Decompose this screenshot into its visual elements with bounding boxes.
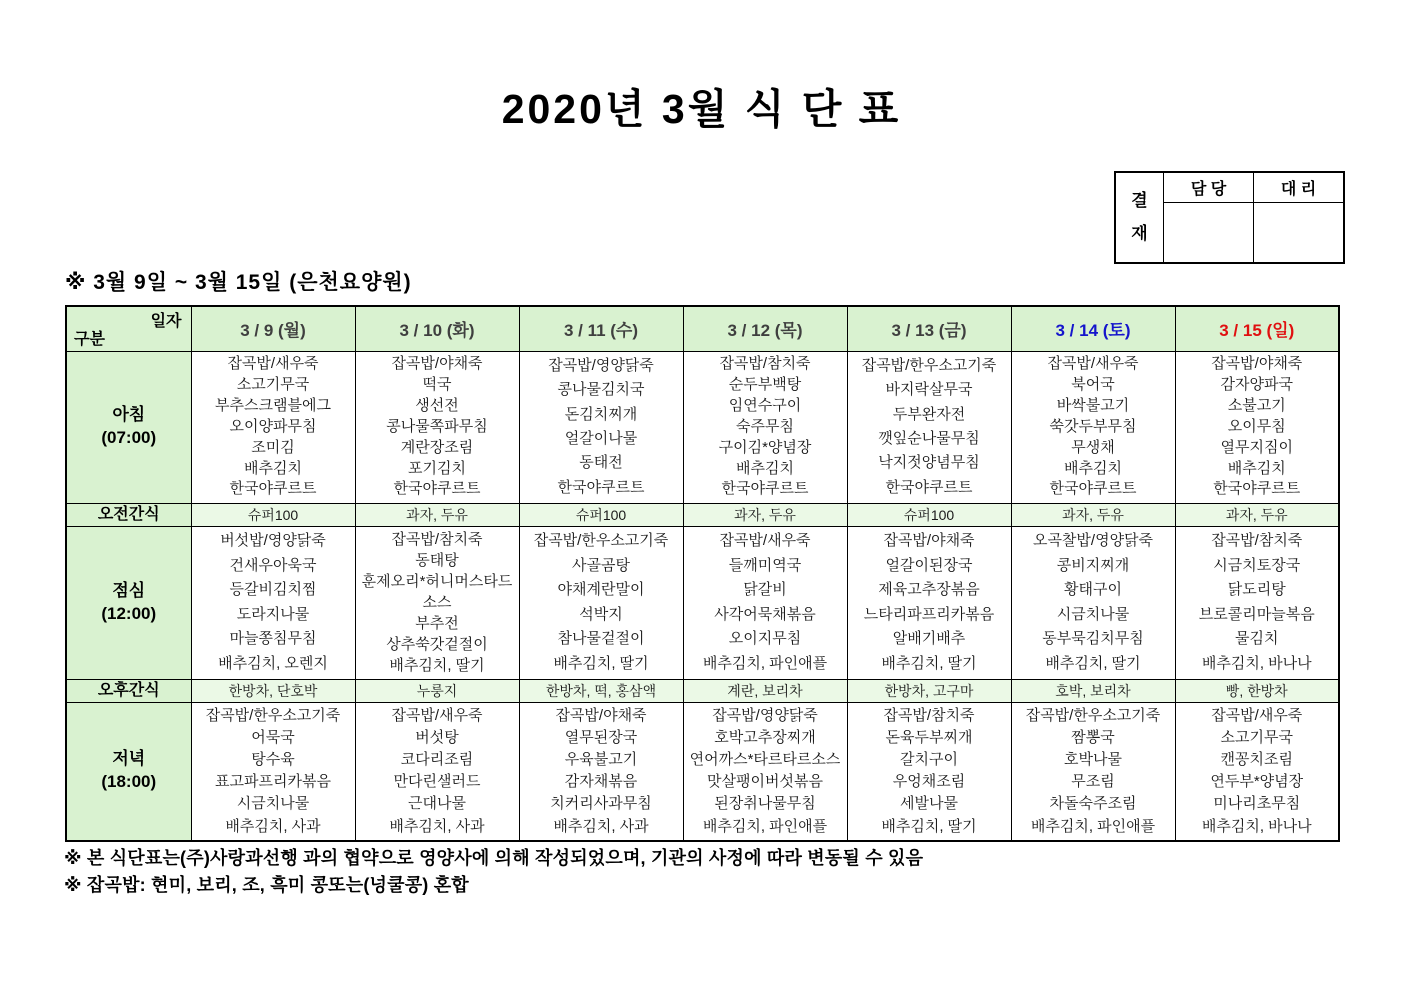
menu-item: 무조림 bbox=[1071, 773, 1115, 791]
meal-cell-dinner-day0 bbox=[191, 702, 355, 841]
menu-item: 호박나물 bbox=[1064, 751, 1122, 769]
menu-item: 동태탕 bbox=[415, 551, 459, 569]
meal-cell-breakfast-day5 bbox=[1011, 351, 1175, 503]
menu-item: 소고기무국 bbox=[236, 376, 310, 394]
menu-item: 버섯밥/영양닭죽 bbox=[220, 532, 326, 550]
row-label-text: 아침 bbox=[112, 405, 146, 425]
menu-item: 들깨미역국 bbox=[728, 556, 802, 574]
menu-item: 배추김치, 파인애플 bbox=[702, 654, 828, 672]
menu-table bbox=[65, 305, 1340, 842]
menu-item: 순두부백탕 bbox=[728, 376, 802, 394]
menu-item: 버섯탕 bbox=[415, 728, 459, 746]
snack-cell-morning-snack-day2: 슈퍼100 bbox=[519, 503, 683, 526]
snack-cell-afternoon-snack-day3: 계란, 보리차 bbox=[683, 679, 847, 702]
menu-item: 한국야쿠르트 bbox=[557, 478, 645, 496]
day-header-1: 3 / 10 (화) bbox=[355, 306, 519, 351]
menu-item: 브로콜리마늘복음 bbox=[1198, 605, 1315, 623]
menu-item: 배추김치, 사과 bbox=[553, 817, 649, 835]
meal-cell-dinner-day3 bbox=[683, 702, 847, 841]
menu-item: 오이지무침 bbox=[728, 630, 802, 648]
meal-cell-lunch-day4 bbox=[847, 526, 1011, 679]
row-label-time: (12:00) bbox=[101, 603, 157, 623]
menu-item: 감자채볶음 bbox=[564, 773, 638, 791]
snack-cell-afternoon-snack-day1: 누룽지 bbox=[355, 679, 519, 702]
menu-item: 한국야쿠르트 bbox=[229, 480, 317, 498]
menu-item: 콩나물김치국 bbox=[557, 381, 645, 399]
menu-item: 캔꽁치조림 bbox=[1220, 751, 1293, 769]
snack-cell-morning-snack-day0: 슈퍼100 bbox=[191, 503, 355, 526]
menu-item: 부추스크램블에그 bbox=[215, 397, 331, 415]
menu-item: 호박고추장찌개 bbox=[714, 728, 816, 746]
menu-item: 배추김치, 바나나 bbox=[1201, 654, 1312, 672]
menu-item: 배추김치, 사과 bbox=[225, 817, 321, 835]
meal-cell-breakfast-day4 bbox=[847, 351, 1011, 503]
date-range-subtitle: ※ 3월 9일 ~ 3월 15일 (은천요양원) bbox=[65, 271, 412, 294]
menu-item: 잡곡밥/야채죽 bbox=[391, 355, 483, 373]
menu-item: 미나리초무침 bbox=[1213, 795, 1301, 813]
approval-col-daeri: 대 리 bbox=[1253, 173, 1343, 202]
menu-item: 열무지짐이 bbox=[1220, 438, 1293, 456]
snack-cell-afternoon-snack-day4: 한방차, 고구마 bbox=[847, 679, 1011, 702]
menu-item: 배추김치, 사과 bbox=[389, 817, 485, 835]
menu-item: 구이김*양념장 bbox=[718, 438, 812, 456]
menu-item: 우엉채조림 bbox=[892, 773, 966, 791]
menu-item: 포기김치 bbox=[408, 459, 466, 477]
menu-item: 한국야쿠르트 bbox=[885, 478, 973, 496]
menu-item: 잡곡밥/야채죽 bbox=[555, 706, 647, 724]
menu-item: 한국야쿠르트 bbox=[721, 480, 809, 498]
snack-cell-afternoon-snack-day5: 호박, 보리차 bbox=[1011, 679, 1175, 702]
meal-cell-breakfast-day2 bbox=[519, 351, 683, 503]
menu-item: 조미김 bbox=[251, 438, 295, 456]
row-label-dinner bbox=[66, 702, 191, 841]
menu-item: 잡곡밥/새우죽 bbox=[227, 355, 319, 373]
menu-item: 배추김치, 딸기 bbox=[881, 817, 977, 835]
menu-item: 한국야쿠르트 bbox=[393, 480, 481, 498]
row-label-breakfast bbox=[66, 351, 191, 503]
approval-stamp-label: 결재 bbox=[1131, 191, 1148, 243]
menu-item: 코다리조림 bbox=[400, 751, 474, 769]
row-label-text: 점심 bbox=[112, 580, 146, 600]
menu-item: 부추전 bbox=[415, 614, 459, 632]
menu-item: 사골곰탕 bbox=[572, 556, 630, 574]
approval-signature-cell-damdang bbox=[1164, 203, 1253, 262]
menu-item: 잡곡밥/참치죽 bbox=[719, 355, 811, 373]
approval-header-row bbox=[1164, 173, 1343, 203]
snack-cell-morning-snack-day1: 과자, 두유 bbox=[355, 503, 519, 526]
snack-cell-afternoon-snack-day6: 빵, 한방차 bbox=[1175, 679, 1339, 702]
menu-item: 잡곡밥/한우소고기죽 bbox=[205, 706, 341, 724]
menu-item: 돈육두부찌개 bbox=[885, 728, 973, 746]
menu-item: 야채계란말이 bbox=[557, 581, 645, 599]
menu-item: 잡곡밥/한우소고기죽 bbox=[861, 357, 997, 375]
menu-item: 느타리파프리카볶음 bbox=[863, 605, 995, 623]
page-title: 2020년 3월 식 단 표 bbox=[501, 86, 902, 132]
menu-item: 소고기무국 bbox=[1220, 728, 1293, 746]
menu-item: 갈치구이 bbox=[900, 751, 958, 769]
meal-cell-lunch-day0 bbox=[191, 526, 355, 679]
menu-item: 콩나물쪽파무침 bbox=[386, 417, 488, 435]
menu-item: 참나물겉절이 bbox=[557, 630, 645, 648]
menu-item: 숙주무침 bbox=[736, 417, 794, 435]
menu-item: 배추김치, 딸기 bbox=[881, 654, 977, 672]
menu-item: 한국야쿠르트 bbox=[1049, 480, 1137, 498]
menu-item: 잡곡밥/영양닭죽 bbox=[712, 706, 818, 724]
menu-item: 시금치토장국 bbox=[1213, 556, 1301, 574]
row-label-time: (18:00) bbox=[101, 772, 157, 792]
menu-item: 잡곡밥/참치죽 bbox=[883, 706, 975, 724]
menu-item: 돈김치찌개 bbox=[564, 405, 638, 423]
menu-item: 쑥갓두부무침 bbox=[1049, 417, 1137, 435]
menu-item: 잡곡밥/한우소고기죽 bbox=[1025, 706, 1161, 724]
menu-item: 낙지젓양념무침 bbox=[878, 454, 980, 472]
day-header-2: 3 / 11 (수) bbox=[519, 306, 683, 351]
menu-item: 잡곡밥/새우죽 bbox=[1047, 355, 1139, 373]
snack-cell-afternoon-snack-day2: 한방차, 떡, 홍삼액 bbox=[519, 679, 683, 702]
day-header-3: 3 / 12 (목) bbox=[683, 306, 847, 351]
meal-cell-breakfast-day1 bbox=[355, 351, 519, 503]
menu-item: 배추김치 bbox=[1227, 459, 1286, 477]
menu-item: 훈제오리*허니머스타드 bbox=[361, 572, 513, 590]
row-label-morning-snack: 오전간식 bbox=[66, 503, 191, 526]
approval-signature-row bbox=[1164, 203, 1343, 262]
menu-item: 제육고추장볶음 bbox=[878, 581, 980, 599]
snack-cell-morning-snack-day6: 과자, 두유 bbox=[1175, 503, 1339, 526]
day-header-4: 3 / 13 (금) bbox=[847, 306, 1011, 351]
menu-item: 닭도리탕 bbox=[1227, 581, 1286, 599]
menu-item: 배추김치, 파인애플 bbox=[1030, 817, 1156, 835]
snack-cell-morning-snack-day3: 과자, 두유 bbox=[683, 503, 847, 526]
meal-cell-dinner-day5 bbox=[1011, 702, 1175, 841]
meal-cell-breakfast-day6 bbox=[1175, 351, 1339, 503]
approval-stamp-cell bbox=[1116, 173, 1164, 262]
approval-box bbox=[1114, 171, 1345, 264]
menu-item: 잡곡밥/참치죽 bbox=[1211, 532, 1303, 550]
menu-item: 임연수구이 bbox=[728, 397, 802, 415]
meal-cell-breakfast-day0 bbox=[191, 351, 355, 503]
menu-item: 북어국 bbox=[1071, 376, 1115, 394]
menu-item: 황태구이 bbox=[1064, 581, 1122, 599]
menu-item: 배추김치 bbox=[1064, 459, 1122, 477]
menu-item: 오이무침 bbox=[1227, 417, 1286, 435]
menu-item: 배추김치, 바나나 bbox=[1201, 817, 1312, 835]
menu-item: 짬뽕국 bbox=[1071, 728, 1115, 746]
row-label-lunch bbox=[66, 526, 191, 679]
menu-item: 열무된장국 bbox=[564, 728, 638, 746]
menu-item: 콩비지찌개 bbox=[1056, 556, 1130, 574]
menu-item: 얼갈이나물 bbox=[564, 430, 638, 448]
menu-item: 배추김치 bbox=[244, 459, 302, 477]
menu-table-grid bbox=[65, 305, 1340, 842]
row-label-time: (07:00) bbox=[101, 428, 157, 447]
menu-item: 건새우아욱국 bbox=[229, 556, 317, 574]
menu-item: 도라지나물 bbox=[236, 605, 310, 623]
menu-item: 동태전 bbox=[579, 454, 623, 472]
footnote-grain-mix: ※ 잡곡밥: 현미, 보리, 조, 흑미 콩또는(넝쿨콩) 혼합 bbox=[64, 875, 469, 895]
day-header-0: 3 / 9 (월) bbox=[191, 306, 355, 351]
menu-item: 상추쑥갓겉절이 bbox=[386, 635, 488, 653]
footnote-agreement: ※ 본 식단표는(주)사랑과선행 과의 협약으로 영양사에 의해 작성되었으며, 기관의 사정에 따라 변동될 수 있음 bbox=[64, 848, 924, 868]
meal-cell-dinner-day6 bbox=[1175, 702, 1339, 841]
menu-item: 오이양파무침 bbox=[229, 417, 317, 435]
approval-columns bbox=[1164, 173, 1343, 262]
menu-item: 근대나물 bbox=[408, 795, 466, 813]
menu-item: 생선전 bbox=[415, 397, 459, 415]
menu-item: 된장취나물무침 bbox=[714, 795, 816, 813]
menu-item: 한국야쿠르트 bbox=[1213, 480, 1301, 498]
day-header-6: 3 / 15 (일) bbox=[1175, 306, 1339, 351]
snack-cell-afternoon-snack-day0: 한방차, 단호박 bbox=[191, 679, 355, 702]
footnotes bbox=[64, 845, 923, 899]
menu-item: 사각어묵채볶음 bbox=[714, 605, 816, 623]
menu-item: 소불고기 bbox=[1227, 397, 1286, 415]
menu-item: 어묵국 bbox=[251, 728, 295, 746]
meal-cell-dinner-day1 bbox=[355, 702, 519, 841]
menu-item: 잡곡밥/새우죽 bbox=[1211, 706, 1303, 724]
menu-item: 연어까스*타르타르소스 bbox=[689, 751, 841, 769]
menu-item: 바싹불고기 bbox=[1056, 397, 1130, 415]
menu-item: 잡곡밥/새우죽 bbox=[719, 532, 811, 550]
menu-item: 잡곡밥/새우죽 bbox=[391, 706, 483, 724]
menu-item: 석박지 bbox=[579, 605, 623, 623]
menu-item: 잡곡밥/참치죽 bbox=[391, 530, 483, 548]
meal-cell-dinner-day2 bbox=[519, 702, 683, 841]
menu-item: 우육불고기 bbox=[564, 751, 638, 769]
menu-item: 배추김치, 오렌지 bbox=[218, 654, 328, 672]
menu-item: 표고파프리카볶음 bbox=[215, 773, 331, 791]
menu-item: 배추김치, 딸기 bbox=[1045, 654, 1141, 672]
menu-item: 동부묵김치무침 bbox=[1042, 630, 1144, 648]
menu-item: 깻잎순나물무침 bbox=[878, 430, 980, 448]
approval-col-damdang: 담 당 bbox=[1190, 181, 1227, 198]
meal-cell-breakfast-day3 bbox=[683, 351, 847, 503]
menu-item: 알배기배추 bbox=[892, 630, 966, 648]
menu-item: 오곡찰밥/영양닭죽 bbox=[1032, 532, 1154, 550]
menu-item: 배추김치 bbox=[736, 459, 794, 477]
menu-item: 두부완자전 bbox=[892, 405, 966, 423]
menu-item: 배추김치, 딸기 bbox=[553, 654, 649, 672]
row-label-afternoon-snack: 오후간식 bbox=[66, 679, 191, 702]
meal-cell-lunch-day3 bbox=[683, 526, 847, 679]
meal-cell-lunch-day2 bbox=[519, 526, 683, 679]
meal-cell-dinner-day4 bbox=[847, 702, 1011, 841]
menu-item: 잡곡밥/야채죽 bbox=[883, 532, 975, 550]
menu-item: 닭갈비 bbox=[743, 581, 787, 599]
menu-item: 시금치나물 bbox=[1056, 605, 1130, 623]
menu-item: 떡국 bbox=[422, 376, 452, 394]
menu-item: 세발나물 bbox=[900, 795, 958, 813]
corner-label-category: 구분 bbox=[74, 330, 105, 348]
corner-cell bbox=[66, 306, 191, 351]
menu-item: 치커리사과무침 bbox=[550, 795, 652, 813]
meal-cell-lunch-day1 bbox=[355, 526, 519, 679]
menu-item: 시금치나물 bbox=[236, 795, 310, 813]
menu-item: 계란장조림 bbox=[400, 438, 474, 456]
meal-cell-lunch-day6 bbox=[1175, 526, 1339, 679]
day-header-5: 3 / 14 (토) bbox=[1011, 306, 1175, 351]
menu-item: 얼갈이된장국 bbox=[885, 556, 973, 574]
menu-item: 배추김치, 파인애플 bbox=[702, 817, 828, 835]
menu-item: 배추김치, 딸기 bbox=[389, 656, 485, 674]
menu-item: 바지락살무국 bbox=[885, 381, 973, 399]
menu-item: 탕수육 bbox=[251, 751, 295, 769]
menu-item: 감자양파국 bbox=[1220, 376, 1293, 394]
menu-item: 마늘쫑침무침 bbox=[229, 630, 317, 648]
menu-item: 잡곡밥/야채죽 bbox=[1211, 355, 1303, 373]
menu-item: 소스 bbox=[422, 593, 452, 611]
menu-item: 등갈비김치찜 bbox=[229, 581, 317, 599]
menu-item: 물김치 bbox=[1235, 630, 1279, 648]
snack-cell-morning-snack-day5: 과자, 두유 bbox=[1011, 503, 1175, 526]
approval-signature-cell-daeri bbox=[1253, 203, 1343, 262]
menu-item: 연두부*양념장 bbox=[1210, 773, 1304, 791]
meal-cell-lunch-day5 bbox=[1011, 526, 1175, 679]
menu-item: 만다린샐러드 bbox=[393, 773, 481, 791]
menu-item: 맛살팽이버섯볶음 bbox=[707, 773, 823, 791]
menu-item: 잡곡밥/한우소고기죽 bbox=[533, 532, 669, 550]
menu-item: 차돌숙주조림 bbox=[1049, 795, 1137, 813]
corner-label-date: 일자 bbox=[150, 313, 182, 330]
menu-item: 잡곡밥/영양닭죽 bbox=[548, 357, 654, 375]
snack-cell-morning-snack-day4: 슈퍼100 bbox=[847, 503, 1011, 526]
row-label-text: 저녁 bbox=[112, 749, 146, 769]
menu-item: 무생채 bbox=[1071, 438, 1115, 456]
